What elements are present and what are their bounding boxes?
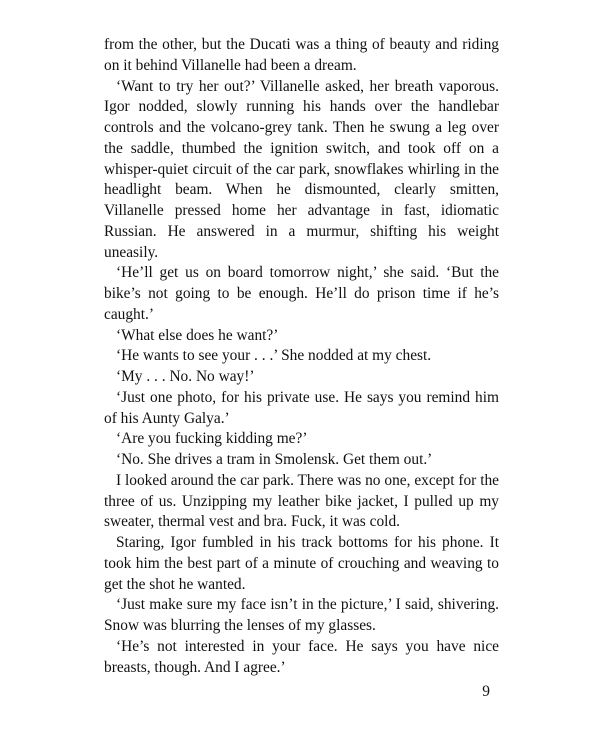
paragraph-5: ‘He wants to see your . . .’ She nodded at my chest.: [116, 347, 432, 365]
paragraph-10: I looked around the car park. There was no one, except for the three of us. Unzipping my leather bike jacket, I pulled up my sweater, thermal vest and bra. Fuck, it was cold.: [104, 471, 499, 531]
page-number: 9: [482, 683, 490, 700]
paragraph-3: ‘He’ll get us on board tomorrow night,’ she said. ‘But the bike’s not going to be enough. He’ll do prison time if he’s caught.’: [104, 264, 499, 323]
paragraph-6: ‘My . . . No. No way!’: [116, 368, 255, 385]
paragraph-13: ‘He’s not interested in your face. He says you have nice breasts, though. And I agree.’: [104, 637, 499, 676]
paragraph-2: ‘Want to try her out?’ Villanelle asked, her breath vaporous. Igor nodded, slowly running his hands over the handlebar controls and the volcano-grey tank. Then he swung a leg over the saddle, thumbed the ignition switch, and took off on a whisper-quiet circuit of the car park, snowflakes whirling in the headlight beam. When he dismounted, clearly smitten, Villanelle pressed home her advantage in fast, idiomatic Russian. He answered in a murmur, shifting his weight uneasily.: [104, 77, 499, 261]
body-text: [104, 35, 499, 678]
paragraph-12: ‘Just make sure my face isn’t in the picture,’ I said, shivering. Snow was blurring the lenses of my glasses.: [104, 596, 499, 634]
paragraph-11: Staring, Igor fumbled in his track bottoms for his phone. It took him the best part of a minute of crouching and weaving to get the shot he wanted.: [104, 534, 499, 593]
paragraph-1: from the other, but the Ducati was a thing of beauty and riding on it behind Villanelle had been a dream.: [104, 36, 499, 74]
paragraph-7: ‘Just one photo, for his private use. He says you remind him of his Aunty Galya.’: [104, 388, 499, 427]
paragraph-9: ‘No. She drives a tram in Smolensk. Get them out.’: [116, 451, 433, 468]
paragraph-8: ‘Are you fucking kidding me?’: [116, 430, 308, 448]
paragraph-4: ‘What else does he want?’: [116, 326, 279, 344]
